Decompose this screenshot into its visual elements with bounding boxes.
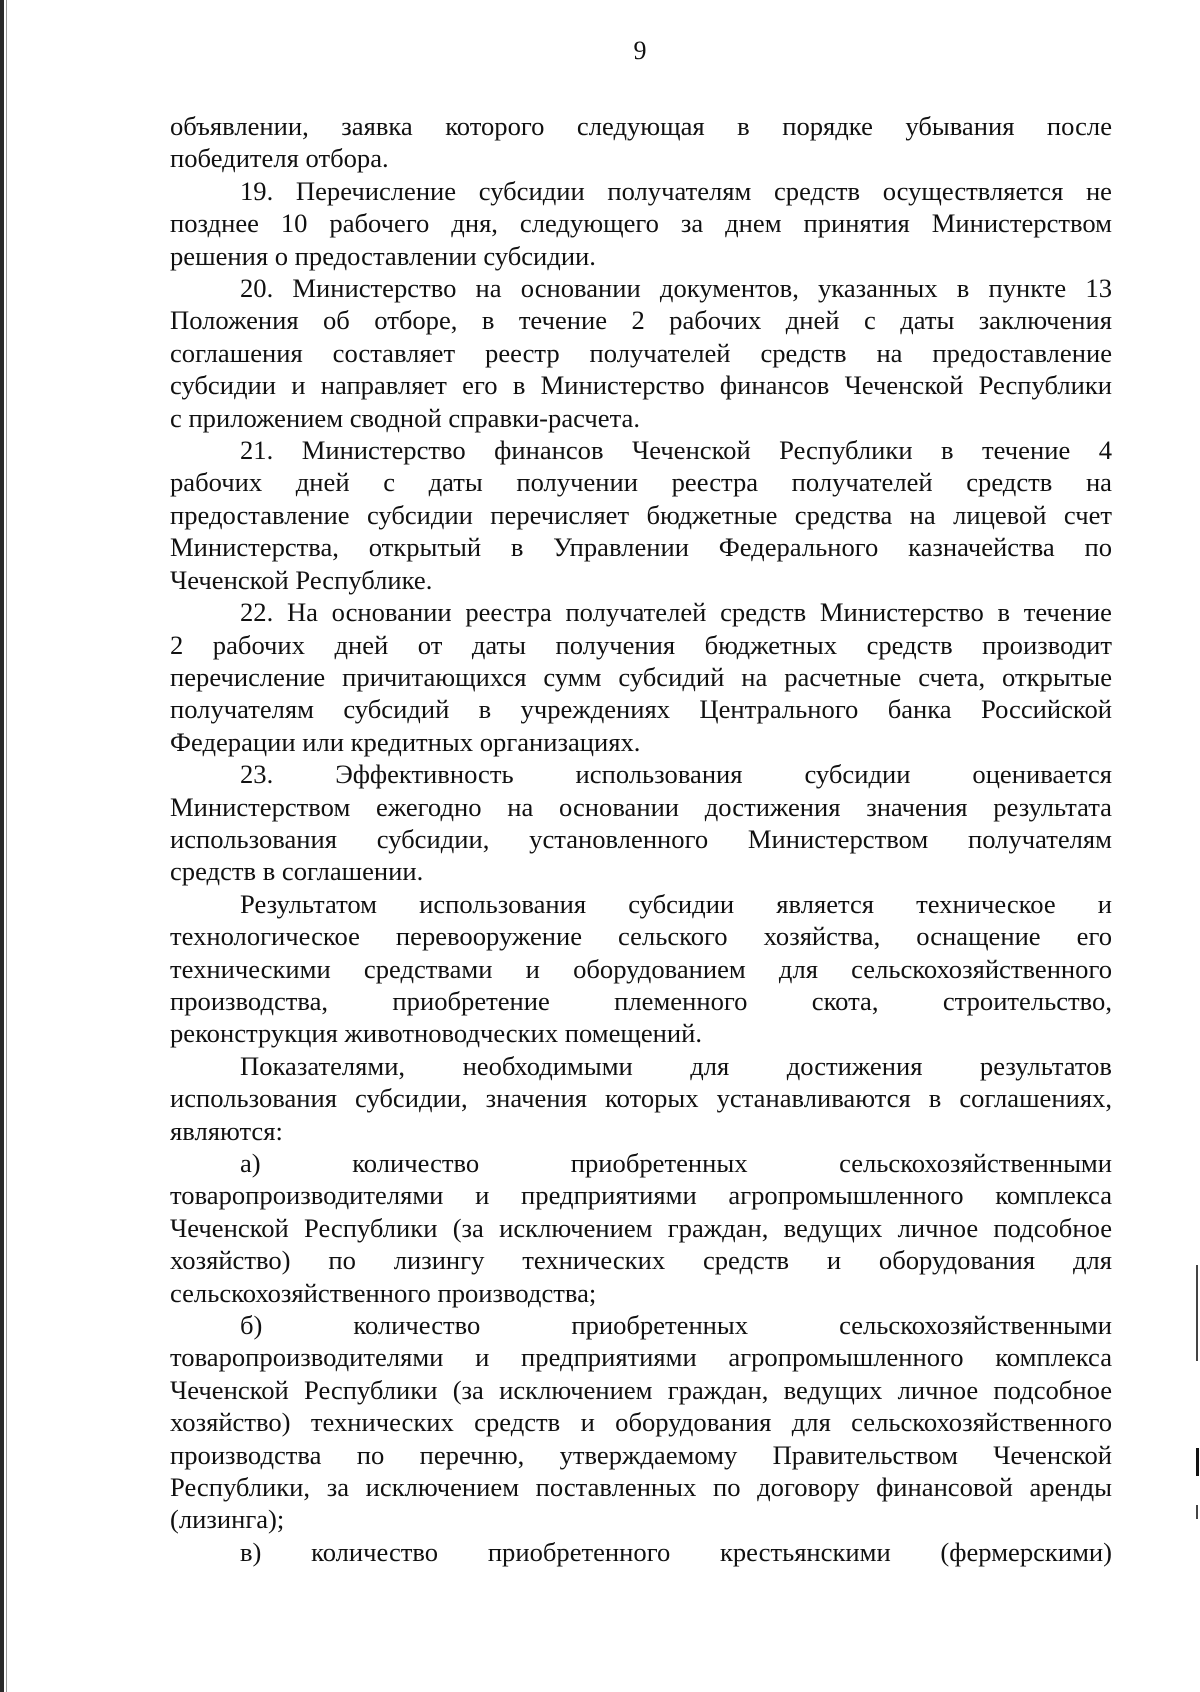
scan-edge-left — [0, 0, 4, 1692]
text-line: Министерством ежегодно на основании достижения значения результата — [170, 791, 1112, 822]
text-line: соглашения составляет реестр получателей средств на предоставление — [170, 337, 1112, 368]
paragraph — [170, 434, 1112, 596]
text-line: Положения об отборе, в течение 2 рабочих дней с даты заключения — [170, 305, 1112, 336]
text-line: а) количество приобретенных сельскохозяйственными — [240, 1148, 1112, 1178]
text-line: предоставление субсидии перечисляет бюджетные средства на лицевой счет — [170, 499, 1112, 530]
text-line: хозяйство) технических средств и оборудования для сельскохозяйственного — [170, 1407, 1112, 1438]
text-line: позднее 10 рабочего дня, следующего за днем принятия Министерством — [170, 208, 1112, 239]
text-line: в) количество приобретенного крестьянскими (фермерскими) — [240, 1536, 1112, 1567]
page-number: 9 — [633, 36, 647, 65]
text-line: 22. На основании реестра получателей средств Министерство в течение — [240, 597, 1112, 628]
document-body — [170, 110, 1112, 1568]
text-line: 23. Эффективность использования субсидии оценивается — [240, 759, 1112, 790]
text-line: товаропроизводителями и предприятиями агропромышленного комплекса — [170, 1180, 1112, 1211]
text-line: Республики, за исключением поставленных по договору финансовой аренды — [170, 1472, 1112, 1503]
text-line: 20. Министерство на основании документов, указанных в пункте 13 — [240, 273, 1112, 304]
paragraph — [170, 888, 1112, 1050]
scan-edge-right-mark — [1196, 1505, 1198, 1519]
text-line: Чеченской Республики (за исключением граждан, ведущих личное подсобное — [170, 1374, 1112, 1405]
text-line: средств в соглашении. — [170, 856, 424, 887]
scan-edge-right-mark — [1196, 1448, 1199, 1476]
text-line: решения о предоставлении субсидии. — [170, 240, 596, 271]
text-line: производства по перечню, утверждаемому Правительством Чеченской — [170, 1439, 1112, 1470]
paragraph — [170, 175, 1112, 272]
text-line: б) количество приобретенных сельскохозяйственными — [240, 1310, 1112, 1341]
text-line: Министерства, открытый в Управлении Федерального казначейства по — [170, 532, 1112, 563]
scan-edge-left-inner — [6, 0, 7, 1692]
text-line: сельскохозяйственного производства; — [170, 1277, 597, 1308]
text-line: получателям субсидий в учреждениях Центрального банка Российской — [170, 694, 1112, 725]
text-line: технологическое перевооружение сельского хозяйства, оснащение его — [170, 921, 1112, 952]
scan-edge-right-mark — [1196, 1265, 1198, 1361]
text-line: 21. Министерство финансов Чеченской Республики в течение 4 — [240, 435, 1112, 466]
paragraph — [170, 110, 1112, 175]
text-line: реконструкция животноводческих помещений. — [170, 1018, 702, 1049]
text-line: Федерации или кредитных организациях. — [170, 726, 641, 757]
text-line: 2 рабочих дней от даты получения бюджетных средств производит — [170, 629, 1112, 660]
text-line: 19. Перечисление субсидии получателям средств осуществляется не — [240, 175, 1112, 206]
text-line: техническими средствами и оборудованием для сельскохозяйственного — [170, 953, 1112, 984]
paragraph — [170, 758, 1112, 888]
text-line: товаропроизводителями и предприятиями агропромышленного комплекса — [170, 1342, 1112, 1373]
paragraph — [170, 1536, 1112, 1568]
text-line: являются: — [170, 1115, 283, 1146]
text-line: Показателями, необходимыми для достижения результатов — [240, 1050, 1112, 1081]
text-line: (лизинга); — [170, 1504, 285, 1535]
text-line: производства, приобретение племенного скота, строительство, — [170, 985, 1112, 1016]
text-line: Чеченской Республике. — [170, 564, 433, 595]
text-line: победителя отбора. — [170, 143, 389, 174]
text-line: Чеченской Республики (за исключением граждан, ведущих личное подсобное — [170, 1212, 1112, 1243]
text-line: Результатом использования субсидии является техническое и — [240, 888, 1112, 919]
text-line: с приложением сводной справки-расчета. — [170, 402, 640, 433]
paragraph — [170, 1309, 1112, 1536]
text-line: использования субсидии, значения которых устанавливаются в соглашениях, — [170, 1083, 1112, 1114]
paragraph — [170, 1147, 1112, 1309]
paragraph — [170, 596, 1112, 758]
paragraph — [170, 1050, 1112, 1147]
text-line: субсидии и направляет его в Министерство финансов Чеченской Республики — [170, 370, 1112, 401]
text-line: рабочих дней с даты получении реестра получателей средств на — [170, 467, 1112, 498]
paragraph — [170, 272, 1112, 434]
text-line: хозяйство) по лизингу технических средств и оборудования для — [170, 1245, 1112, 1276]
text-line: использования субсидии, установленного Министерством получателям — [170, 823, 1112, 854]
text-line: перечисление причитающихся сумм субсидий на расчетные счета, открытые — [170, 661, 1112, 692]
text-line: объявлении, заявка которого следующая в порядке убывания после — [170, 111, 1112, 141]
